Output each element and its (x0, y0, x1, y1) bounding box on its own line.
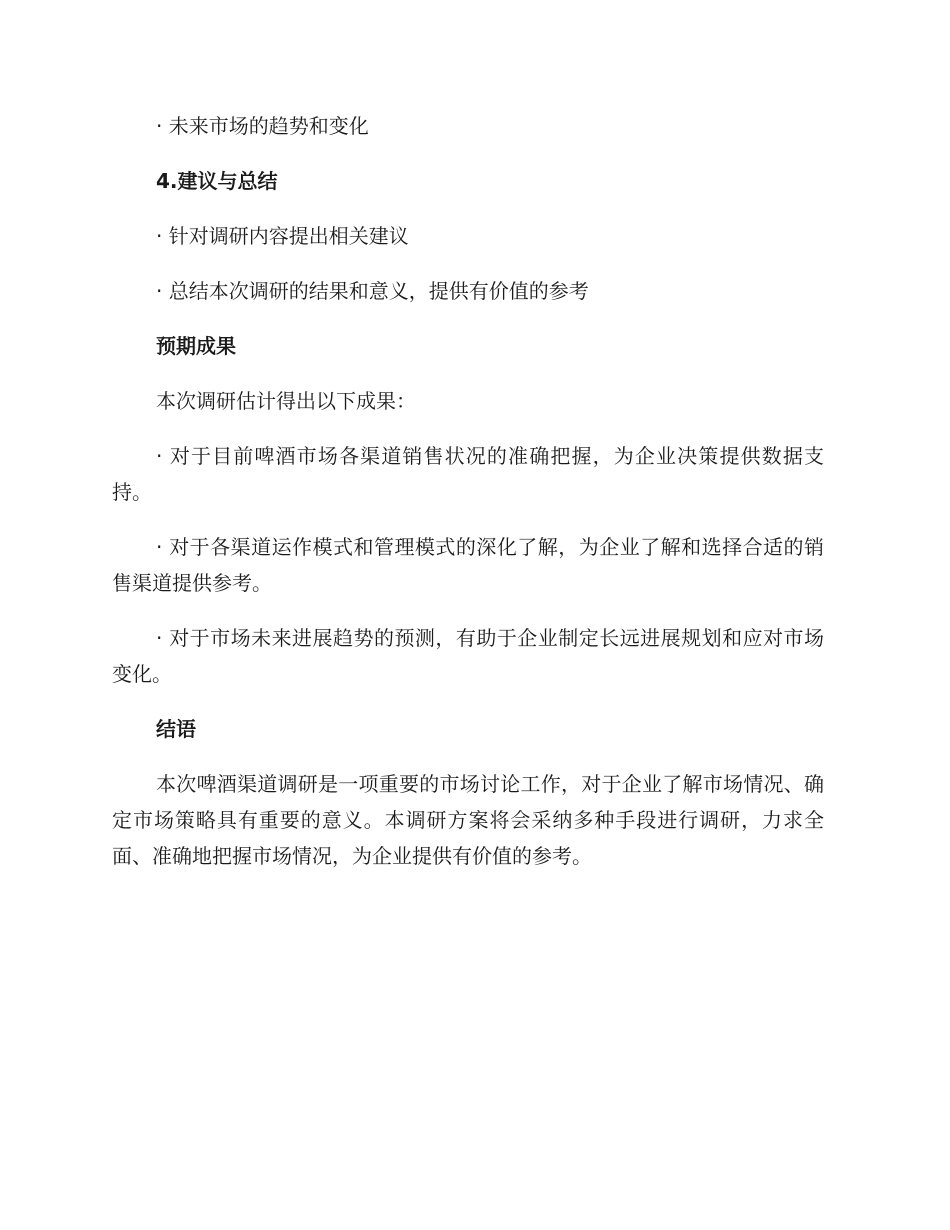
bullet-summary: · 总结本次调研的结果和意义，提供有价值的参考 (156, 279, 589, 303)
expected-results-intro: 本次调研估计得出以下成果： (156, 389, 416, 413)
expected-results-heading: 预期成果 (156, 334, 236, 358)
expected-result-item-2: · 对于各渠道运作模式和管理模式的深化了解，为企业了解和选择合适的销售渠道提供参考。 (112, 535, 824, 595)
expected-result-item-3: · 对于市场未来进展趋势的预测，有助于企业制定长远进展规划和应对市场变化。 (112, 626, 824, 686)
conclusion-paragraph: 本次啤酒渠道调研是一项重要的市场讨论工作，对于企业了解市场情况、确定市场策略具有重要的意义。本调研方案将会采纳多种手段进行调研，力求全面、准确地把握市场情况，为企业提供有价值的参考。 (112, 772, 824, 868)
conclusion-heading: 结语 (156, 717, 196, 741)
document-body (112, 108, 824, 893)
section-4-heading: 4.建议与总结 (156, 169, 278, 193)
bullet-market-trends: · 未来市场的趋势和变化 (156, 114, 369, 138)
bullet-suggestions: · 针对调研内容提出相关建议 (156, 224, 409, 248)
expected-result-item-1: · 对于目前啤酒市场各渠道销售状况的准确把握，为企业决策提供数据支持。 (112, 444, 824, 504)
